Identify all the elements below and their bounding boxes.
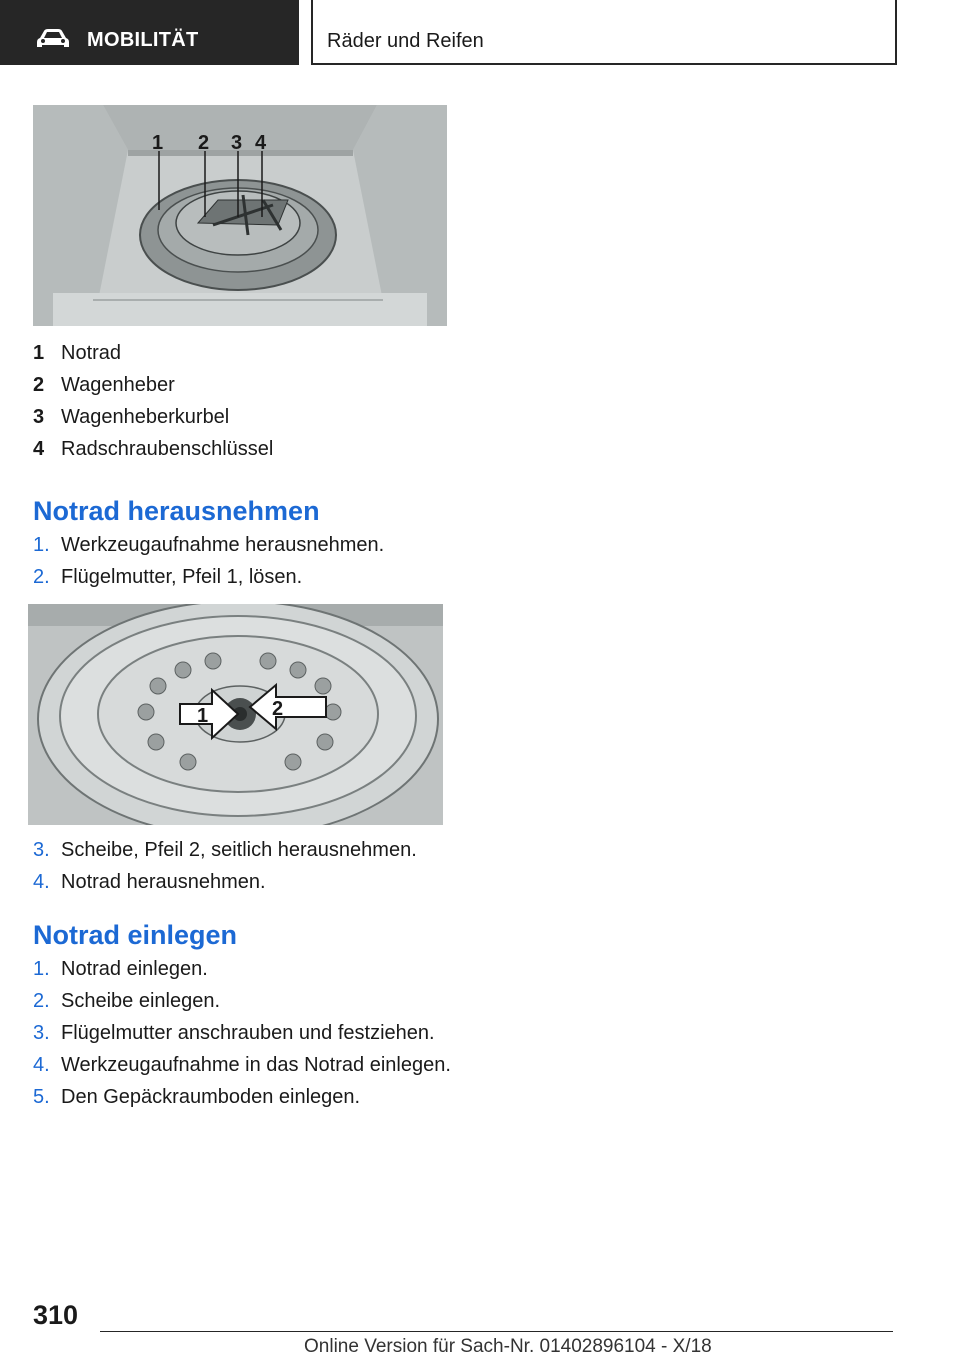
list-item	[33, 1049, 451, 1081]
list-item	[33, 953, 451, 985]
step-number: 3.	[33, 838, 50, 861]
list-item	[33, 561, 384, 593]
list-item	[33, 866, 417, 898]
legend-number: 3	[33, 405, 45, 428]
step-text: Flügelmutter anschrauben und festziehen.	[61, 1021, 435, 1044]
step-text: Den Gepäckraumboden einlegen.	[61, 1085, 361, 1108]
step-text: Notrad einlegen.	[61, 957, 208, 980]
arrow-1-label: 1	[197, 705, 209, 727]
chapter-title: Räder und Reifen	[327, 30, 484, 52]
legend-label: Wagenheberkurbel	[61, 405, 230, 428]
step-text: Werkzeugaufnahme in das Notrad einlegen.	[61, 1053, 451, 1076]
step-number: 4.	[33, 1053, 50, 1076]
legend-item	[33, 337, 273, 369]
arrow-2-label: 2	[272, 698, 284, 720]
legend-number: 4	[33, 437, 45, 460]
header-section-tab	[0, 0, 299, 65]
insert-steps-list	[33, 953, 451, 1113]
step-number: 2.	[33, 989, 50, 1012]
car-icon	[36, 28, 70, 50]
list-item	[33, 529, 384, 561]
figure-trunk-spare-wheel	[33, 105, 447, 326]
step-number: 3.	[33, 1021, 50, 1044]
step-number: 1.	[33, 957, 50, 980]
list-item	[33, 1017, 451, 1049]
legend-item	[33, 433, 273, 465]
footer-divider	[100, 1331, 893, 1332]
heading-remove-spare-wheel: Notrad herausnehmen	[33, 496, 320, 526]
figure1-callout-4: 4	[255, 132, 267, 154]
step-number: 2.	[33, 565, 50, 588]
step-number: 5.	[33, 1085, 50, 1108]
footer-version-text: Online Version für Sach-Nr. 01402896104 - X/18	[304, 1336, 712, 1357]
figure1-callout-1: 1	[152, 132, 164, 154]
step-text: Werkzeugaufnahme herausnehmen.	[61, 533, 385, 556]
section-title: MOBILITÄT	[87, 29, 199, 51]
legend-label: Notrad	[61, 341, 122, 364]
list-item	[33, 834, 417, 866]
figure1-legend	[33, 337, 273, 465]
remove-steps-list-continued	[33, 834, 417, 898]
step-text: Scheibe, Pfeil 2, seitlich herausnehmen.	[61, 838, 417, 861]
legend-number: 2	[33, 373, 45, 396]
step-number: 4.	[33, 870, 50, 893]
figure1-callout-2: 2	[198, 132, 210, 154]
step-number: 1.	[33, 533, 50, 556]
heading-insert-spare-wheel: Notrad einlegen	[33, 920, 238, 950]
figure-wheel-wing-nut	[28, 604, 443, 825]
step-text: Flügelmutter, Pfeil 1, lösen.	[61, 565, 303, 588]
page-number: 310	[33, 1300, 79, 1330]
header-chapter	[311, 0, 897, 65]
legend-number: 1	[33, 341, 45, 364]
legend-item	[33, 401, 273, 433]
legend-label: Wagenheber	[61, 373, 175, 396]
list-item	[33, 985, 451, 1017]
legend-item	[33, 369, 273, 401]
step-text: Notrad herausnehmen.	[61, 870, 266, 893]
figure1-callout-3: 3	[231, 132, 243, 154]
legend-label: Radschraubenschlüssel	[61, 437, 274, 460]
remove-steps-list	[33, 529, 384, 593]
list-item	[33, 1081, 451, 1113]
step-text: Scheibe einlegen.	[61, 989, 221, 1012]
